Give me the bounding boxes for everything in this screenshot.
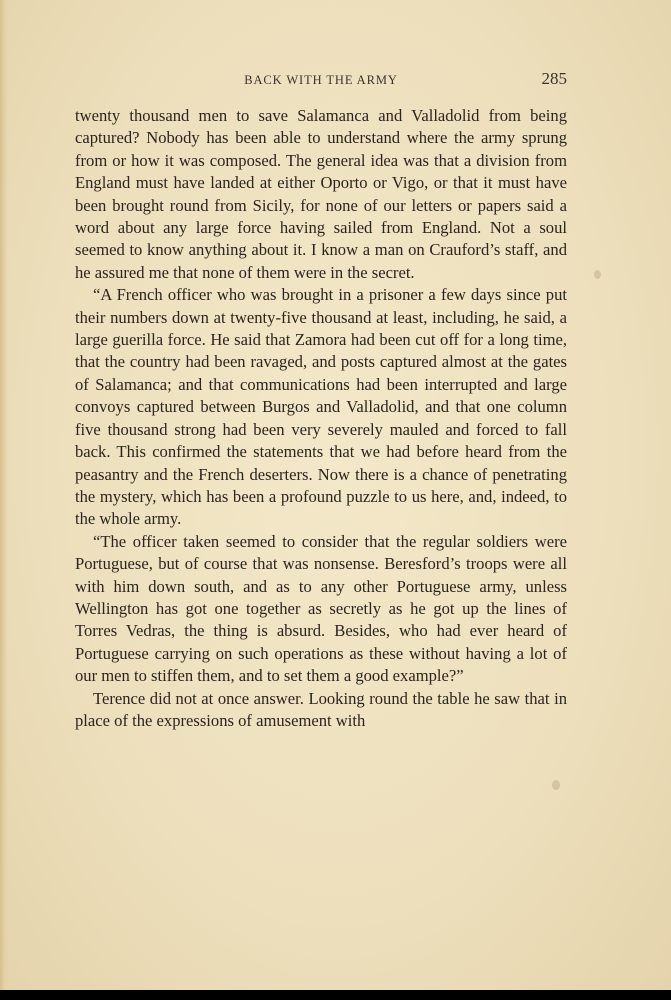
page-number: 285 bbox=[541, 69, 567, 88]
paragraph-1: twenty thousand men to save Salamanca and Valladolid from being captured? Nobody has been able to understand where the army sprung from or how it was composed. The general idea was that a division from England must have landed at either Oporto or Vigo, or that it must have been brought round from Sicily, for none of our letters or papers said a word about any large force having sailed from England. Not a soul seemed to know anything about it. I know a man on Crauford’s staff, and he assured me that none of them were in the secret. bbox=[75, 106, 567, 282]
scan-border bbox=[0, 990, 671, 1000]
paragraph-4: Terence did not at once answer. Looking round the table he saw that in place of the expressions of amusement with bbox=[75, 688, 567, 730]
paragraph-2: “A French officer who was brought in a prisoner a few days since put their numbers down at twenty-five thousand at least, including, he said, a large guerilla force. He said that Zamora had been cut off for a long time, that the country had been ravaged, and posts captured almost at the gates of Salamanca; and that communications had been interrupted and large convoys captured between Burgos and Valladolid, and that one column five thousand strong had been very severely mauled and forced to fall back. This confirmed the statements that we had before heard from the peasantry and the French deserters. Now there is a chance of penetrating the mystery, which has been a profound puzzle to us here, and, indeed, to the whole army. bbox=[75, 285, 567, 529]
page-edge-shadow bbox=[0, 0, 8, 990]
paragraph-3: “The officer taken seemed to consider that the regular soldiers were Portuguese, but of course that was nonsense. Beresford’s troops were all with him down south, and as to any other Portuguese army, unless Wellington has got one together as secretly as he got up the lines of Torres Vedras, the thing is absurd. Besides, who had ever heard of Portuguese carrying on such operations as these without having a lot of our men to stiffen them, and to set them a good example?” bbox=[75, 531, 567, 686]
page-header bbox=[75, 69, 567, 93]
running-head: BACK WITH THE ARMY bbox=[244, 73, 398, 87]
paper-spot bbox=[594, 270, 601, 279]
body-text bbox=[75, 105, 567, 732]
paper-spot bbox=[552, 780, 560, 790]
